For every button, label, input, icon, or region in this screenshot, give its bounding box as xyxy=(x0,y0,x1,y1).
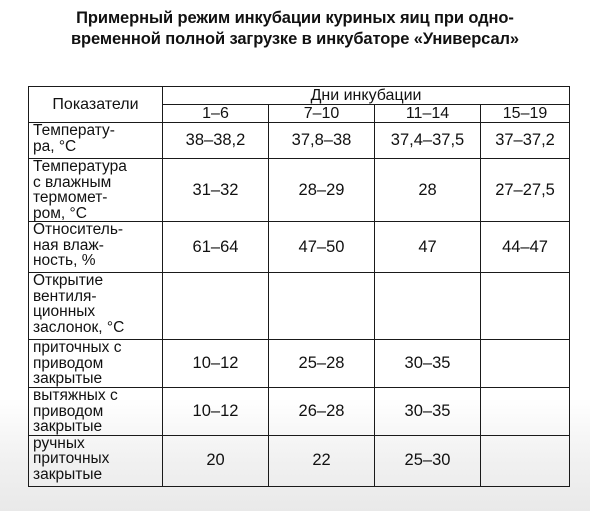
table-cell: 28–29 xyxy=(269,159,375,222)
header-incubation-days: Дни инкубации xyxy=(163,87,570,105)
row-label: приточных с приводом закрытые xyxy=(29,340,163,388)
header-indicators: Показатели xyxy=(29,87,163,123)
table-cell: 10–12 xyxy=(163,388,269,436)
table-cell: 37,4–37,5 xyxy=(375,123,481,159)
table-cell: 38–38,2 xyxy=(163,123,269,159)
row-label: Относитель- ная влаж- ность, % xyxy=(29,222,163,273)
table-cell: 27–27,5 xyxy=(481,159,570,222)
table-row xyxy=(29,388,570,436)
row-label: Открытие вентиля- ционных заслонок, °С xyxy=(29,273,163,340)
table-cell: 31–32 xyxy=(163,159,269,222)
table-cell: 26–28 xyxy=(269,388,375,436)
table-cell: 44–47 xyxy=(481,222,570,273)
table-cell: 61–64 xyxy=(163,222,269,273)
header-period: 7–10 xyxy=(269,105,375,123)
table-cell: 37–37,2 xyxy=(481,123,570,159)
table-cell xyxy=(375,273,481,340)
table-cell: 20 xyxy=(163,435,269,486)
row-label: Температура с влажным термомет- ром, °С xyxy=(29,159,163,222)
table-cell: 22 xyxy=(269,435,375,486)
header-row-top xyxy=(29,87,570,105)
table-row xyxy=(29,222,570,273)
table-row xyxy=(29,435,570,486)
document-title xyxy=(0,8,590,50)
table-row xyxy=(29,123,570,159)
table-cell xyxy=(481,340,570,388)
table-cell: 37,8–38 xyxy=(269,123,375,159)
title-line-2: временной полной загрузке в инкубаторе «Универсал» xyxy=(70,30,519,48)
table-cell xyxy=(481,388,570,436)
header-period: 11–14 xyxy=(375,105,481,123)
table-cell: 30–35 xyxy=(375,340,481,388)
row-label: Температу- ра, °С xyxy=(29,123,163,159)
incubation-table xyxy=(28,86,570,487)
table-cell xyxy=(481,273,570,340)
table-cell: 28 xyxy=(375,159,481,222)
table-row xyxy=(29,340,570,388)
table-cell: 25–30 xyxy=(375,435,481,486)
table-cell xyxy=(163,273,269,340)
header-period: 15–19 xyxy=(481,105,570,123)
table-row xyxy=(29,273,570,340)
table-cell: 47 xyxy=(375,222,481,273)
row-label: ручных приточных закрытые xyxy=(29,435,163,486)
title-line-1: Примерный режим инкубации куриных яиц при одно- xyxy=(76,9,514,27)
row-label: вытяжных с приводом закрытые xyxy=(29,388,163,436)
table-row xyxy=(29,159,570,222)
table-cell: 25–28 xyxy=(269,340,375,388)
table-cell xyxy=(269,273,375,340)
table-cell xyxy=(481,435,570,486)
header-period: 1–6 xyxy=(163,105,269,123)
table-cell: 47–50 xyxy=(269,222,375,273)
table-cell: 10–12 xyxy=(163,340,269,388)
table-cell: 30–35 xyxy=(375,388,481,436)
